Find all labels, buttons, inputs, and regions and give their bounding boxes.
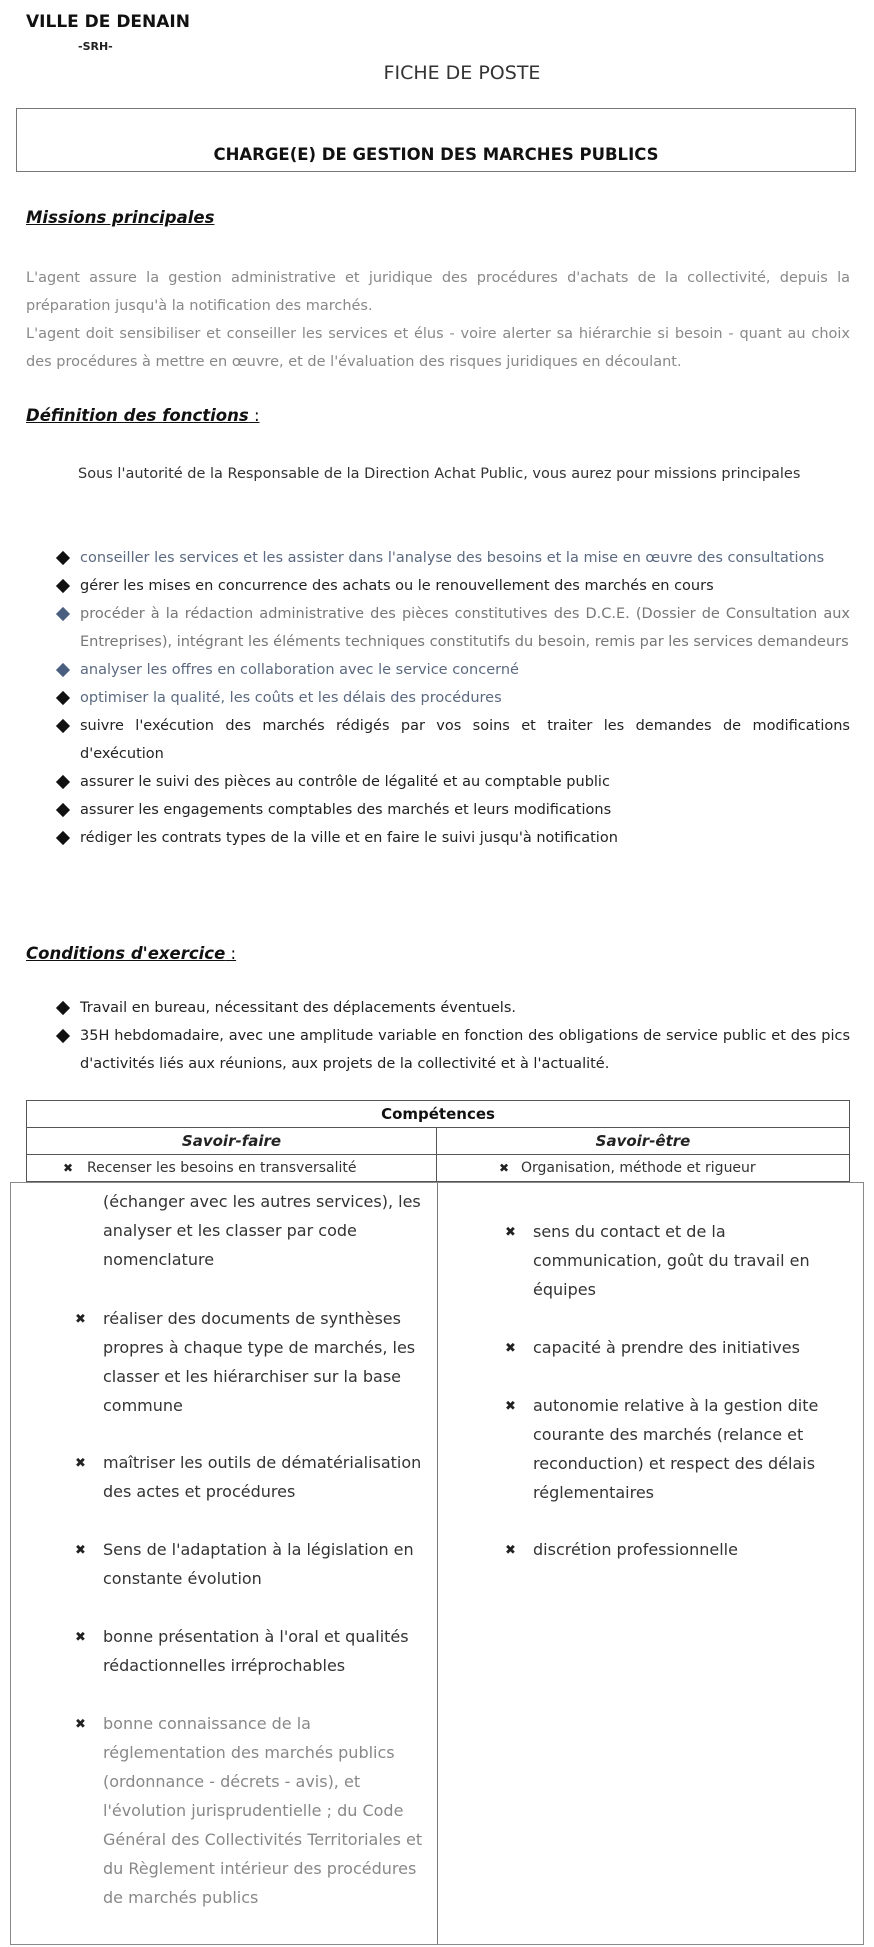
- savoir-faire-item: Recenser les besoins en transversalité: [87, 1160, 357, 1176]
- list-item-text: gérer les mises en concurrence des achats ou le renouvellement des marchés en cours: [80, 578, 714, 594]
- diamond-bullet-icon: [56, 579, 70, 593]
- savoir-etre-item: [505, 1217, 833, 1304]
- savoir-faire-item: [75, 1709, 433, 1912]
- diamond-bullet-icon: [56, 691, 70, 705]
- list-item: [26, 796, 850, 824]
- conditions-heading: [26, 944, 236, 963]
- list-item-text: analyser les offres en collaboration avec le service concerné: [80, 662, 519, 678]
- savoir-faire-item-text: réaliser des documents de synthèses propres à chaque type de marchés, les classer et les hiérarchiser sur la base commune: [103, 1309, 416, 1415]
- list-item-text: conseiller les services et les assister dans l'analyse des besoins et la mise en œuvre des consultations: [80, 550, 825, 566]
- list-item: [26, 1022, 850, 1078]
- competences-caption: Compétences: [27, 1101, 849, 1128]
- list-item: [26, 994, 850, 1022]
- diamond-bullet-icon: [56, 663, 70, 677]
- savoir-faire-item-text: bonne connaissance de la réglementation des marchés publics (ordonnance - décrets - avis), et l'évolution jurisprudentielle ; du Code Général des Collectivités Territoriales et du Règlement intérieur des procédures de marchés publics: [103, 1714, 423, 1907]
- savoir-faire-header: Savoir-faire: [27, 1128, 437, 1154]
- list-item: [26, 600, 850, 656]
- savoir-faire-item: [75, 1304, 433, 1420]
- savoir-etre-item: [505, 1391, 833, 1507]
- cross-bullet-icon: ✖: [75, 1717, 86, 1732]
- job-title: CHARGE(E) DE GESTION DES MARCHES PUBLICS: [213, 145, 659, 164]
- list-item: [26, 712, 850, 768]
- diamond-bullet-icon: [56, 1001, 70, 1015]
- organization-name: VILLE DE DENAIN: [26, 12, 190, 32]
- cross-bullet-icon: ✖: [63, 1161, 74, 1175]
- savoir-faire-item: [75, 1448, 433, 1506]
- savoir-etre-item-text: capacité à prendre des initiatives: [533, 1338, 800, 1357]
- list-item: [26, 544, 850, 572]
- cross-bullet-icon: ✖: [505, 1225, 516, 1240]
- missions-paragraph-1: L'agent assure la gestion administrative et juridique des procédures d'achats de la collectivité, depuis la préparation jusqu'à la notification des marchés.: [26, 270, 850, 314]
- savoir-etre-item-text: discrétion professionnelle: [533, 1540, 738, 1559]
- savoir-faire-item-text: (échanger avec les autres services), les analyser et les classer par code nomenclature: [103, 1192, 421, 1269]
- list-item-text: Travail en bureau, nécessitant des déplacements éventuels.: [80, 1000, 516, 1016]
- list-item-text: assurer le suivi des pièces au contrôle de légalité et au comptable public: [80, 774, 610, 790]
- list-item: [26, 656, 850, 684]
- department-label: -SRH-: [78, 40, 113, 53]
- savoir-etre-header: Savoir-être: [595, 1132, 691, 1150]
- savoir-faire-item-text: Sens de l'adaptation à la législation en constante évolution: [103, 1540, 414, 1588]
- list-item-text: assurer les engagements comptables des marchés et leurs modifications: [80, 802, 612, 818]
- diamond-bullet-icon: [56, 1029, 70, 1043]
- diamond-bullet-icon: [56, 607, 70, 621]
- fonctions-list: [26, 544, 850, 852]
- cross-bullet-icon: ✖: [505, 1399, 516, 1414]
- savoir-etre-cell: [437, 1155, 849, 1181]
- list-item-text: procéder à la rédaction administrative des pièces constitutives des D.C.E. (Dossier de Consultation aux Entreprises), intégrant les éléments techniques constitutifs du besoin, remis par les services demandeurs: [80, 606, 850, 650]
- cross-bullet-icon: ✖: [505, 1543, 516, 1558]
- list-item: [26, 824, 850, 852]
- fonctions-heading-text: Définition des fonctions: [26, 406, 249, 425]
- document-type-title: FICHE DE POSTE: [383, 62, 541, 84]
- list-item: [26, 572, 850, 600]
- column-divider: [437, 1183, 438, 1944]
- savoir-faire-cell: [27, 1155, 437, 1181]
- savoir-etre-item-text: sens du contact et de la communication, goût du travail en équipes: [533, 1222, 810, 1299]
- cross-bullet-icon: ✖: [75, 1543, 86, 1558]
- conditions-list: [26, 994, 850, 1078]
- cross-bullet-icon: ✖: [505, 1341, 516, 1356]
- savoir-etre-item: [505, 1333, 833, 1362]
- conditions-heading-colon: :: [225, 944, 237, 963]
- savoir-faire-item-text: maîtriser les outils de dématérialisation des actes et procédures: [103, 1453, 422, 1501]
- savoir-faire-item: [75, 1535, 433, 1593]
- fonctions-intro: Sous l'autorité de la Responsable de la Direction Achat Public, vous aurez pour missions principales: [78, 466, 801, 482]
- list-item: [26, 684, 850, 712]
- list-item-text: rédiger les contrats types de la ville et en faire le suivi jusqu'à notification: [80, 830, 618, 846]
- missions-heading: Missions principales: [26, 208, 215, 227]
- fonctions-heading: [26, 406, 260, 425]
- diamond-bullet-icon: [56, 775, 70, 789]
- list-item-text: 35H hebdomadaire, avec une amplitude variable en fonction des obligations de service public et des pics d'activités liés aux réunions, aux projets de la collectivité et à l'actualité.: [80, 1028, 850, 1072]
- conditions-heading-text: Conditions d'exercice: [26, 944, 226, 963]
- cross-bullet-icon: ✖: [75, 1630, 86, 1645]
- savoir-faire-item-text: bonne présentation à l'oral et qualités rédactionnelles irréprochables: [103, 1627, 409, 1675]
- savoir-etre-item: [505, 1535, 833, 1564]
- savoir-faire-item: [75, 1622, 433, 1680]
- competences-table-header: [26, 1100, 850, 1182]
- diamond-bullet-icon: [56, 831, 70, 845]
- cross-bullet-icon: ✖: [499, 1161, 510, 1175]
- savoir-faire-item: [103, 1187, 433, 1274]
- diamond-bullet-icon: [56, 719, 70, 733]
- list-item-text: optimiser la qualité, les coûts et les délais des procédures: [80, 690, 502, 706]
- missions-paragraph-2: L'agent doit sensibiliser et conseiller les services et élus - voire alerter sa hiérarchie si besoin - quant au choix des procédures à mettre en œuvre, et de l'évaluation des risques juridiques en découlant.: [26, 326, 850, 370]
- competences-table-body: [10, 1182, 864, 1945]
- list-item-text: suivre l'exécution des marchés rédigés par vos soins et traiter les demandes de modifications d'exécution: [80, 718, 850, 762]
- fonctions-heading-colon: :: [248, 406, 260, 425]
- competences-first-row: [27, 1155, 849, 1181]
- savoir-etre-item: Organisation, méthode et rigueur: [521, 1160, 756, 1176]
- cross-bullet-icon: ✖: [75, 1456, 86, 1471]
- diamond-bullet-icon: [56, 551, 70, 565]
- list-item: [26, 768, 850, 796]
- competences-column-headers: [27, 1128, 849, 1155]
- cross-bullet-icon: ✖: [75, 1312, 86, 1327]
- diamond-bullet-icon: [56, 803, 70, 817]
- job-title-box: [16, 108, 856, 172]
- savoir-etre-item-text: autonomie relative à la gestion dite courante des marchés (relance et reconduction) et respect des délais réglementaires: [533, 1396, 819, 1502]
